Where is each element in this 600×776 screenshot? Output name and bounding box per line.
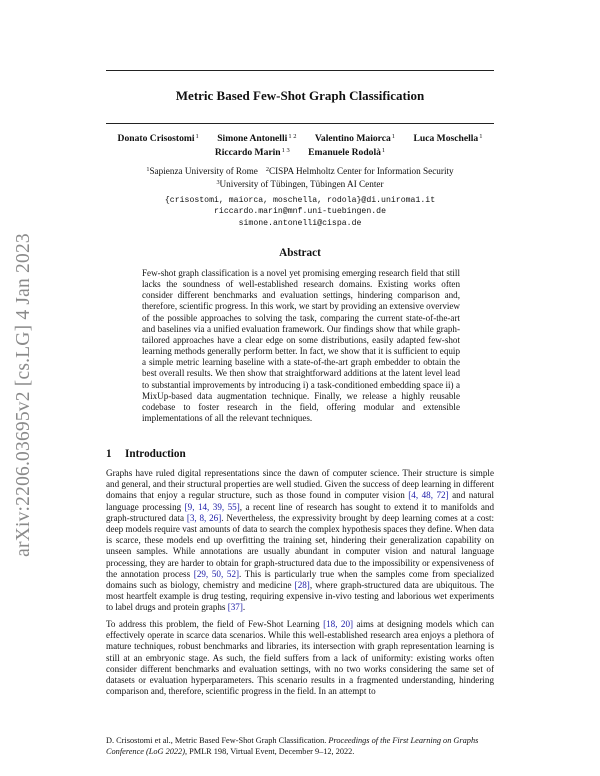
- citation-link[interactable]: [18, 20]: [323, 619, 354, 629]
- citation-link[interactable]: [37]: [227, 602, 243, 613]
- abstract-heading: Abstract: [279, 247, 321, 259]
- author: Emanuele Rodolà$^1$: [308, 147, 386, 158]
- paragraph-text: Graphs have ruled digital representations since the dawn of computer science. Their structure is simple and general, and their structural properties are well studied. Given the success of deep learning in different domains that enjoy a regular structure, such as those found in computer vision: [106, 468, 494, 501]
- email-line: riccardo.marin@mnf.uni-tuebingen.de: [214, 207, 386, 217]
- affiliation-line-1: $^1$Sapienza University of Rome $^2$CISPA Helmholtz Center for Information Security: [146, 166, 454, 176]
- author: Donato Crisostomi$^1$: [117, 133, 199, 144]
- citation-link[interactable]: [3, 8, 26]: [186, 512, 222, 523]
- citation-link[interactable]: [4, 48, 72]: [408, 490, 449, 501]
- intro-paragraph-1: [106, 468, 494, 614]
- intro-paragraph-2: [106, 619, 494, 697]
- arxiv-sidebar: [2, 230, 46, 560]
- affiliation: University of Tübingen, Tübingen AI Center: [219, 179, 384, 189]
- affiliation-line-2: $^3$University of Tübingen, Tübingen AI Center: [216, 179, 384, 189]
- abstract-text: Few-shot graph classification is a novel yet promising emerging research field that still lacks the soundness of well-established research domains. Existing works often consider different benchmarks and evaluation settings, hindering comparison and, therefore, scientific progress. In this work, we start by providing an extensive overview of the possible approaches to solving the task, comparing the current state-of-the-art and baselines via a unified evaluation framework. Our findings show that while graph-tailored approaches have a clear edge on some distributions, easily adapted few-shot learning methods generally perform better. In fact, we show that it is sufficient to equip a simple metric learning baseline with a state-of-the-art graph embedder to obtain the best overall results. We then show that straightforward additions at the latent level lead to substantial improvements by introducing i) a task-conditioned embedding space ii) a MixUp-based data augmentation technique. Finally, we release a highly reusable codebase to foster research in the field, offering modular and extensible implementations of all the relevant techniques.: [142, 268, 460, 424]
- paragraph-text: . This is particularly true when the samples come from specialized domains such as biology, chemistry and medicine: [106, 568, 495, 591]
- arxiv-identifier: arXiv:2206.03695v2 [cs.LG] 4 Jan 2023: [13, 233, 34, 557]
- author: Simone Antonelli$^{1 2}$: [217, 133, 297, 144]
- citation-link[interactable]: [28]: [294, 580, 310, 591]
- author: Valentino Maiorca$^1$: [314, 133, 396, 144]
- author: Riccardo Marin$^{1 3}$: [214, 147, 290, 158]
- paragraph-text: , a recent line of research has sought to extend it to manifolds and graph-structured data: [106, 501, 494, 523]
- citation-link[interactable]: [29, 50, 52]: [193, 568, 240, 579]
- footnote: D. Crisostomi et al., Metric Based Few-Shot Graph Classification. Proceedings of the First Learning on Graphs Conference (LoG 2022), PMLR 198, Virtual Event, December 9–12, 2022.: [106, 736, 479, 756]
- paragraph-text: . Nevertheless, the expressivity brought by deep learning comes at a cost: deep models require vast amounts of data to search the complex hypothesis spaces they define. When data is scarce, these models end up overfitting the training set, hindering their generalization capability on unseen samples. While annotations are usually abundant in computer vision and natural language processing, they are harder to obtain for graph-structured data due to the impossibility or expensiveness of the annotation process: [106, 512, 494, 579]
- paragraph-text: , where graph-structured data are ubiquitous. The most heartfelt example is drug testing, requiring expensive in-vivo testing and laborious wet experiments to label drugs and protein graphs: [106, 580, 495, 613]
- author-line-1: [106, 131, 494, 145]
- title-rule-bottom: [106, 123, 494, 124]
- paragraph-text: .: [242, 602, 246, 613]
- title-rule-top: [106, 70, 494, 71]
- section-heading: [106, 448, 186, 460]
- affiliations: [106, 164, 494, 190]
- author-list: [106, 131, 494, 159]
- paragraph-text: aims at designing models which can effectively operate in scarce data scenarios. While this well-established research area enjoys a plethora of mature techniques, robust benchmarks and libraries, its intersection with graph representation learning is still at an embryonic stage. As such, the field suffers from a lack of uniformity: existing works often consider different benchmarks and evaluation settings, with no two works considering the same set of datasets or evaluation hyperparameters. This scenario results in a fragmented understanding, hindering comparison and, therefore, scientific progress in the field. In an attempt to: [106, 619, 494, 697]
- section-number: 1: [106, 448, 112, 460]
- section-title: Introduction: [125, 448, 186, 460]
- affiliation: Sapienza University of Rome: [149, 166, 258, 176]
- author-line-2: [106, 145, 494, 159]
- email-line: simone.antonelli@cispa.de: [238, 218, 362, 228]
- author: Luca Moschella$^1$: [413, 133, 483, 144]
- email-list: [106, 195, 494, 229]
- paper-title: Metric Based Few-Shot Graph Classification: [175, 88, 425, 103]
- paragraph-text: and natural language processing: [106, 490, 494, 512]
- paragraph-text: To address this problem, the field of Few-Shot Learning: [106, 619, 324, 629]
- affiliation: CISPA Helmholtz Center for Information Security: [268, 166, 454, 176]
- citation-link[interactable]: [9, 14, 39, 55]: [184, 501, 240, 512]
- email-line: {crisostomi, maiorca, moschella, rodola}@di.uniroma1.it: [164, 196, 436, 205]
